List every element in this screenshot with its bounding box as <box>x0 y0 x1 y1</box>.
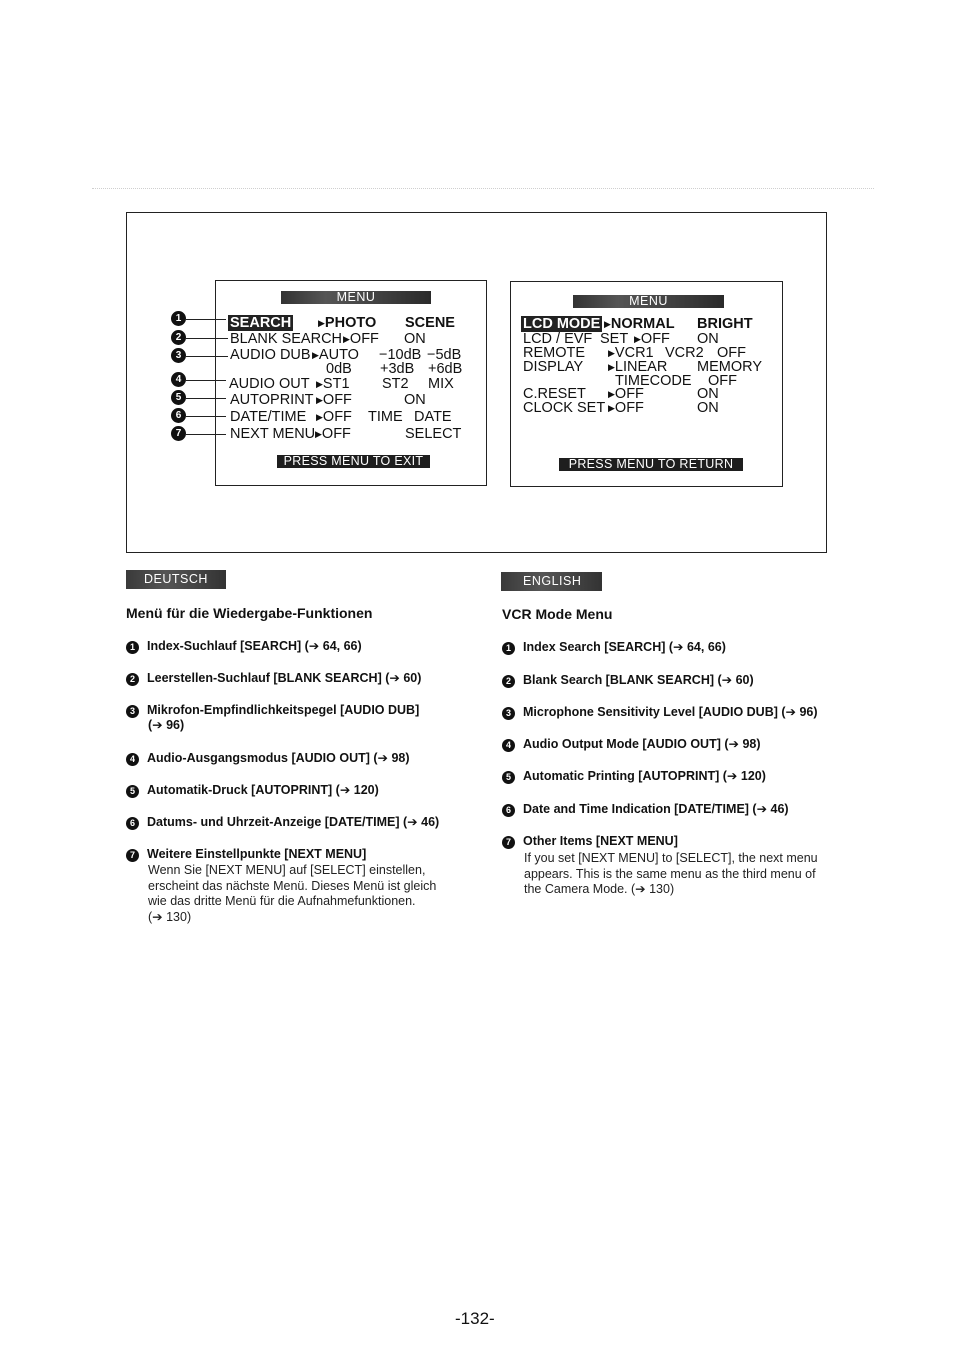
deutsch-item-3-ref: (➔ 96) <box>148 718 185 732</box>
menu-row-lcd-mode <box>521 317 602 332</box>
row-value: ON <box>697 400 719 416</box>
item-text: Blank Search [BLANK SEARCH] (➔ 60) <box>523 673 754 687</box>
deutsch-heading: Menü für die Wiedergabe-Funktionen <box>126 605 373 621</box>
pointer-icon: ▶ <box>343 334 350 344</box>
menu-row-search <box>228 316 293 331</box>
item-text: Leerstellen-Suchlauf [BLANK SEARCH] (➔ 60) <box>147 671 422 685</box>
number-badge: 5 <box>502 771 515 784</box>
row-value: OFF <box>717 345 746 361</box>
item-text: Automatic Printing [AUTOPRINT] (➔ 120) <box>523 769 766 783</box>
row-value: ▶OFF <box>315 426 351 442</box>
menu-title: MENU <box>573 295 724 308</box>
menu-row-display: DISPLAY <box>523 359 584 375</box>
pointer-icon: ▶ <box>312 350 319 360</box>
row-value: ▶OFF <box>316 409 352 425</box>
menu-row-next-menu: NEXT MENU <box>230 426 316 442</box>
item-text: Mikrofon-Empfindlichkeitspegel [AUDIO DUB] <box>147 703 420 717</box>
menu-row-remote: REMOTE <box>523 345 586 361</box>
item-text: Weitere Einstellpunkte [NEXT MENU] <box>147 847 367 861</box>
row-value: ▶AUTO <box>312 347 359 363</box>
menu-row-audio-out: AUDIO OUT <box>229 376 310 392</box>
row-value: ▶VCR1 <box>608 345 654 361</box>
menu-row-date-time: DATE/TIME <box>230 409 307 425</box>
number-badge: 2 <box>502 675 515 688</box>
row-value: ▶OFF <box>634 331 670 347</box>
callout-6: 6 <box>171 408 186 423</box>
callout-2: 2 <box>171 330 186 345</box>
row-value: ▶OFF <box>608 400 644 416</box>
english-item-6 <box>502 802 789 817</box>
english-item-7 <box>502 834 678 849</box>
item-text: Automatik-Druck [AUTOPRINT] (➔ 120) <box>147 783 379 797</box>
row-value: ON <box>404 392 426 408</box>
deutsch-item-7 <box>126 847 366 862</box>
top-rule <box>92 188 874 189</box>
english-tag: ENGLISH <box>501 572 602 591</box>
row-value: −10dB <box>379 347 422 363</box>
item-text: Date and Time Indication [DATE/TIME] (➔ 46) <box>523 802 789 816</box>
callout-4: 4 <box>171 372 186 387</box>
english-heading: VCR Mode Menu <box>502 606 613 622</box>
deutsch-item-2 <box>126 671 421 686</box>
row-value: BRIGHT <box>697 316 753 332</box>
row-value: ▶PHOTO <box>318 315 377 331</box>
number-badge: 1 <box>126 641 139 654</box>
english-item-3 <box>502 705 818 720</box>
number-badge: 6 <box>126 817 139 830</box>
press-menu-to-exit-bar: PRESS MENU TO EXIT <box>277 455 430 468</box>
deutsch-item-5 <box>126 783 379 798</box>
number-badge: 5 <box>126 785 139 798</box>
row-value: ▶OFF <box>316 392 352 408</box>
number-badge: 3 <box>126 705 139 718</box>
item-text: Microphone Sensitivity Level [AUDIO DUB] (➔ 96) <box>523 705 818 719</box>
row-value: TIME <box>368 409 403 425</box>
row-value: VCR2 <box>665 345 704 361</box>
menu-row-clock-set: CLOCK SET <box>523 400 606 416</box>
number-badge: 7 <box>502 836 515 849</box>
number-badge: 4 <box>502 739 515 752</box>
page-number: -132- <box>455 1309 495 1328</box>
item-text: Other Items [NEXT MENU] <box>523 834 678 848</box>
row-value: TIMECODE <box>615 373 692 389</box>
row-value: DATE <box>414 409 452 425</box>
row-value: ▶OFF <box>343 331 379 347</box>
pointer-icon: ▶ <box>316 379 323 389</box>
row-value: SELECT <box>405 426 462 442</box>
pointer-icon: ▶ <box>608 403 615 413</box>
callout-5: 5 <box>171 390 186 405</box>
number-badge: 3 <box>502 707 515 720</box>
row-value: +6dB <box>428 361 463 377</box>
menu-row-lcd-evf: LCD / EVF <box>523 331 593 347</box>
row-value: ▶LINEAR <box>608 359 668 375</box>
row-label: LCD MODE <box>523 316 601 332</box>
row-value: ▶NORMAL <box>604 316 675 332</box>
number-badge: 7 <box>126 849 139 862</box>
item-text: Index-Suchlauf [SEARCH] (➔ 64, 66) <box>147 639 362 653</box>
row-value: ON <box>697 386 719 402</box>
pointer-icon: ▶ <box>604 319 611 329</box>
pointer-icon: ▶ <box>608 389 615 399</box>
callout-3: 3 <box>171 348 186 363</box>
deutsch-item-6 <box>126 815 439 830</box>
item-text: Audio-Ausgangsmodus [AUDIO OUT] (➔ 98) <box>147 751 410 765</box>
row-value: ON <box>404 331 426 347</box>
menu-row-audio-dub: AUDIO DUB <box>230 347 311 363</box>
english-item-1 <box>502 640 726 655</box>
row-value: ▶OFF <box>608 386 644 402</box>
number-badge: 6 <box>502 804 515 817</box>
english-item-7-description: If you set [NEXT MENU] to [SELECT], the next menu appears. This is the same menu as the third menu of the Camera Mode. (➔ 130) <box>524 851 818 896</box>
row-value: OFF <box>708 373 737 389</box>
deutsch-tag: DEUTSCH <box>126 570 226 589</box>
deutsch-item-4 <box>126 751 410 766</box>
english-item-2 <box>502 673 754 688</box>
pointer-icon: ▶ <box>318 318 325 328</box>
press-menu-to-return-bar: PRESS MENU TO RETURN <box>559 458 743 471</box>
menu-title: MENU <box>281 291 431 304</box>
row-label: SEARCH <box>230 315 292 331</box>
vcr-menu-screen <box>215 280 487 486</box>
english-item-4 <box>502 737 761 752</box>
vcr-menu-screen-2 <box>510 281 783 487</box>
row-value: +3dB <box>380 361 415 377</box>
pointer-icon: ▶ <box>634 334 641 344</box>
item-text: Index Search [SEARCH] (➔ 64, 66) <box>523 640 726 654</box>
english-item-5 <box>502 769 766 784</box>
menu-row-c-reset: C.RESET <box>523 386 586 402</box>
row-value: −5dB <box>427 347 462 363</box>
item-text: Audio Output Mode [AUDIO OUT] (➔ 98) <box>523 737 761 751</box>
deutsch-item-3 <box>126 703 419 718</box>
row-value: ON <box>697 331 719 347</box>
deutsch-item-1 <box>126 639 362 654</box>
row-value: ST2 <box>382 376 409 392</box>
pointer-icon: ▶ <box>608 348 615 358</box>
callout-1: 1 <box>171 311 186 326</box>
row-value: MIX <box>428 376 454 392</box>
number-badge: 1 <box>502 642 515 655</box>
menu-row-blank-search: BLANK SEARCH <box>230 331 343 347</box>
pointer-icon: ▶ <box>316 412 323 422</box>
row-value: SCENE <box>405 315 455 331</box>
pointer-icon: ▶ <box>315 429 322 439</box>
number-badge: 4 <box>126 753 139 766</box>
row-label-set: SET <box>600 331 629 347</box>
menu-row-autoprint: AUTOPRINT <box>230 392 314 408</box>
pointer-icon: ▶ <box>608 362 615 372</box>
deutsch-item-7-description: Wenn Sie [NEXT MENU] auf [SELECT] einstellen, erscheint das nächste Menü. Dieses Menü ist gleich wie das dritte Menü für die Aufnahmefunktionen. (➔ 130) <box>148 863 437 924</box>
row-value: ▶ST1 <box>316 376 350 392</box>
pointer-icon: ▶ <box>316 395 323 405</box>
row-value: 0dB <box>326 361 352 377</box>
item-text: Datums- und Uhrzeit-Anzeige [DATE/TIME] (➔ 46) <box>147 815 440 829</box>
number-badge: 2 <box>126 673 139 686</box>
row-value: MEMORY <box>697 359 762 375</box>
callout-7: 7 <box>171 426 186 441</box>
